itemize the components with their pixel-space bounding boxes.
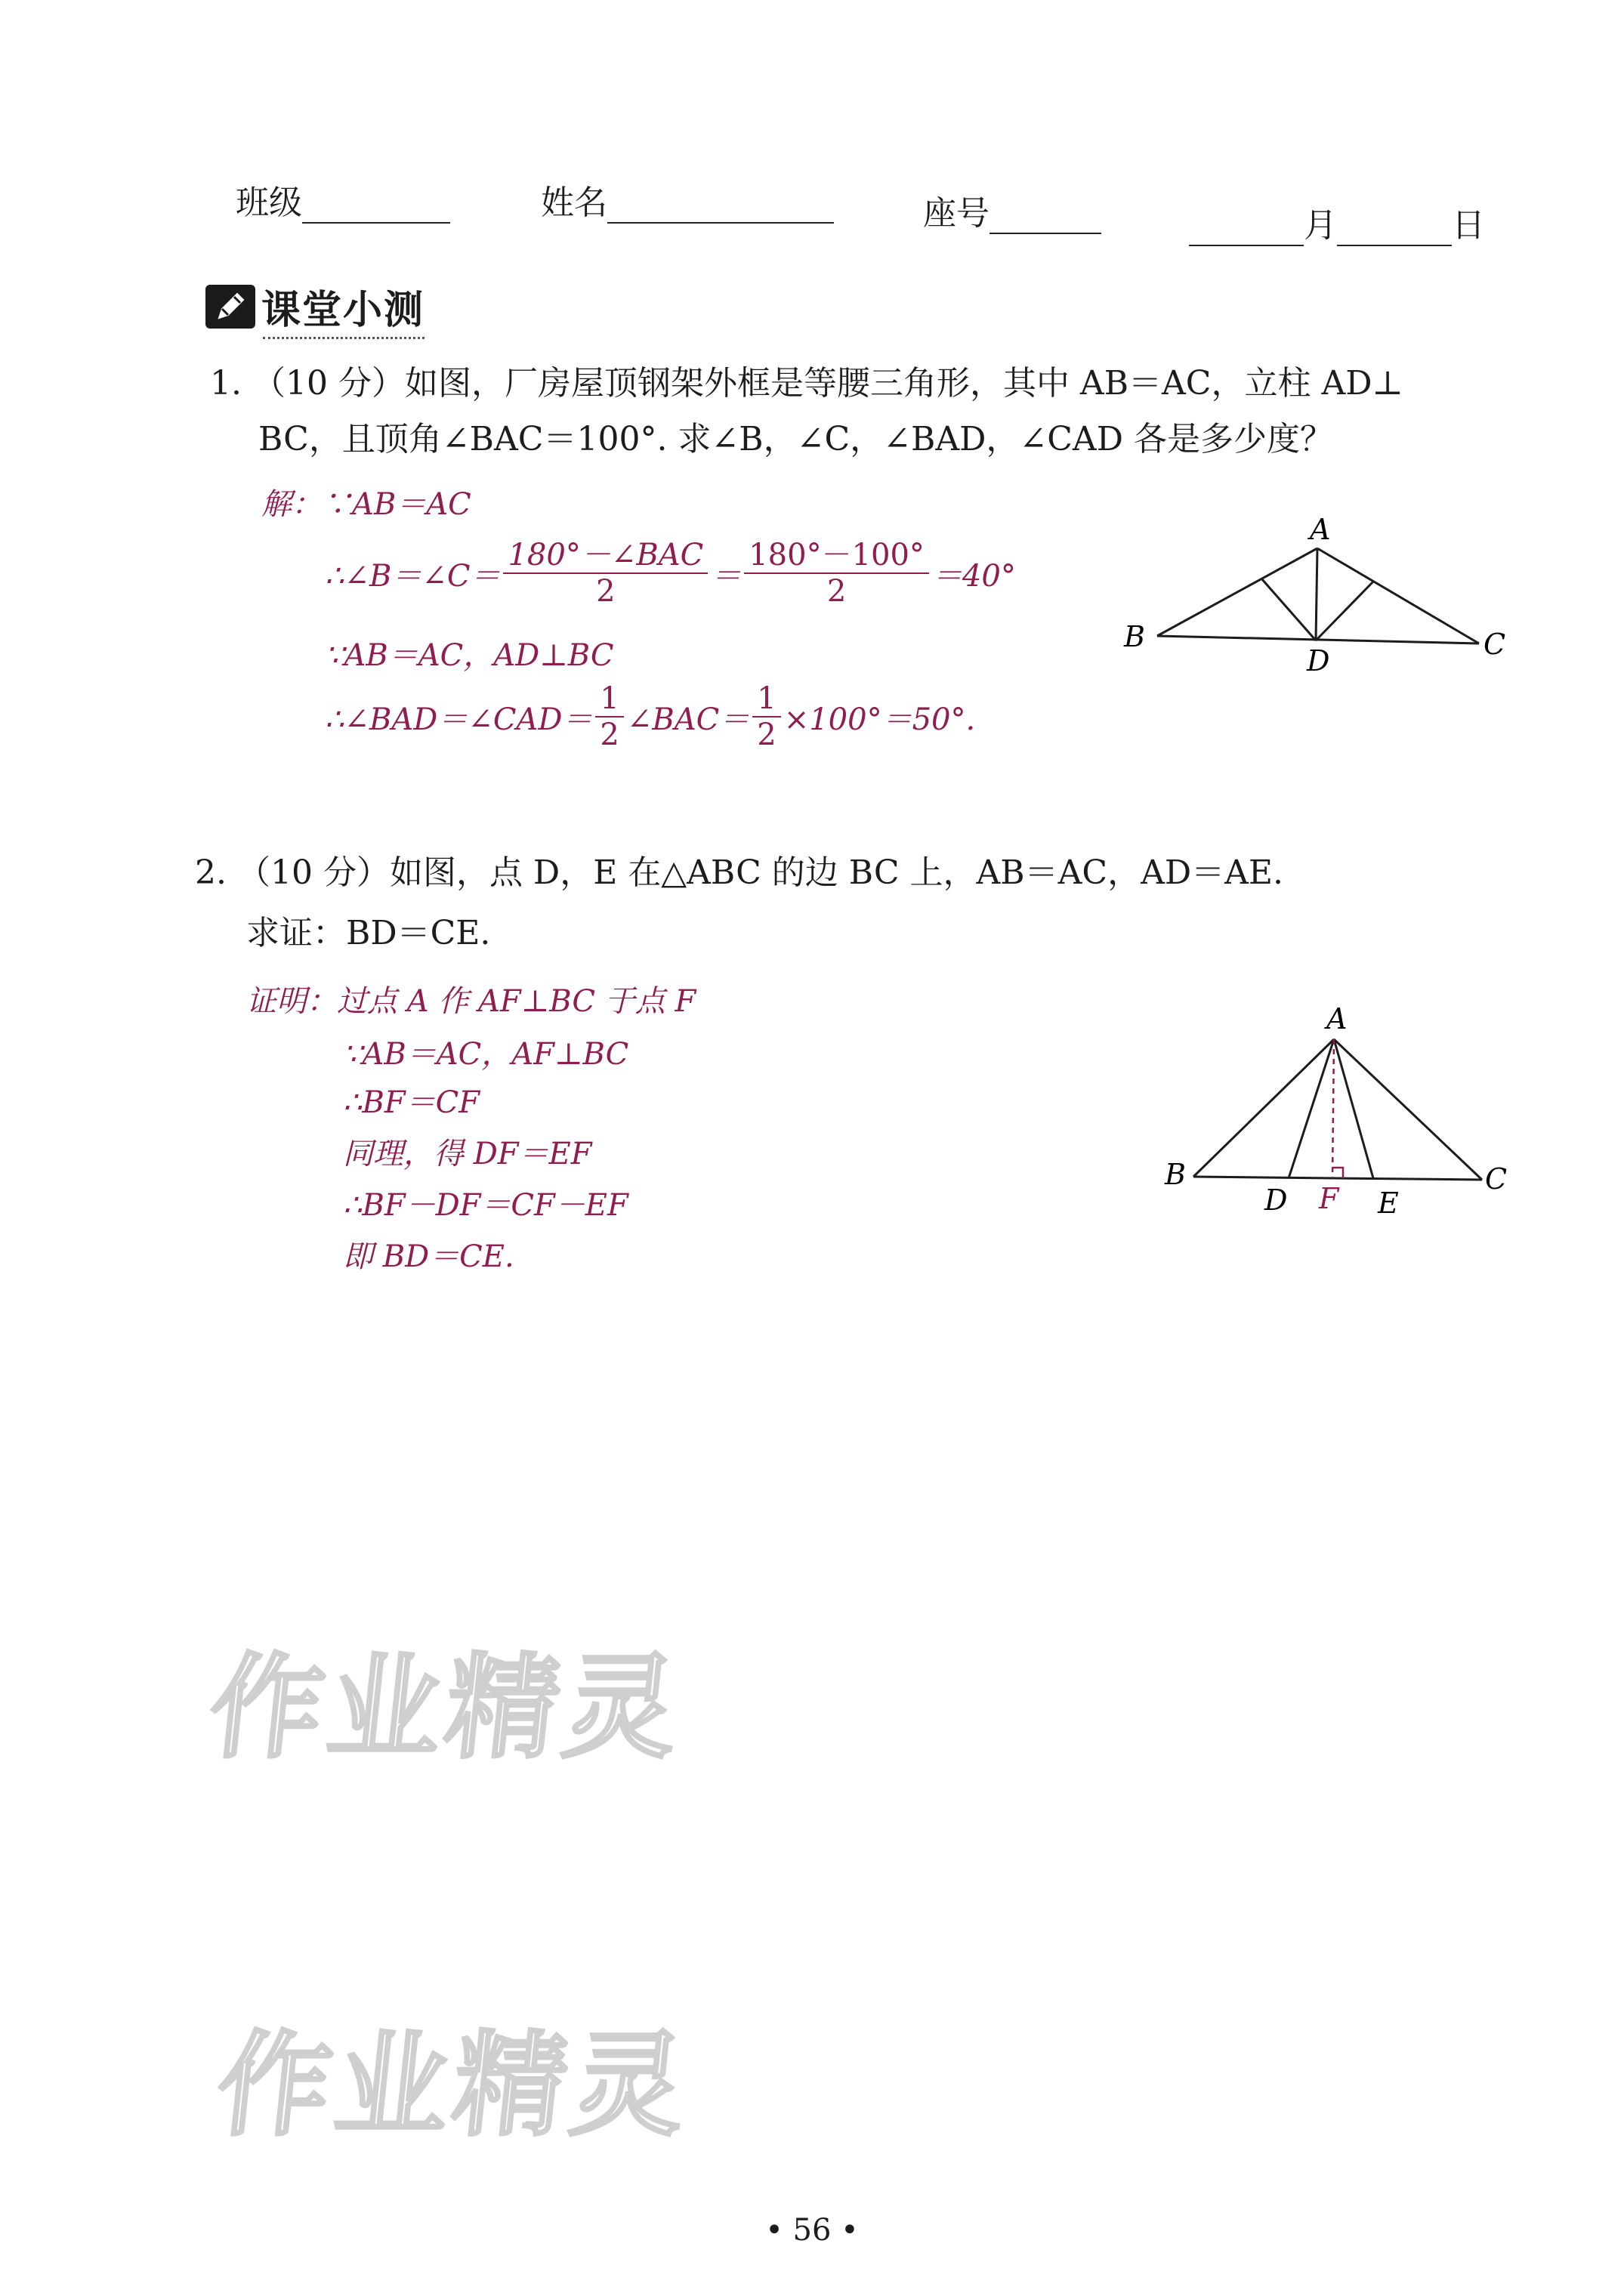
watermark-logo-2: 作业精灵: [211, 2020, 696, 2152]
q1-line1: 1. （10 分）如图，厂房屋顶钢架外框是等腰三角形，其中 AB＝AC，立柱 AD⊥: [210, 364, 1403, 403]
q1-fraction-b: $\frac{180^\circ-100^\circ}{2}$: [744, 538, 929, 609]
q1-fraction-a: $\frac{\text{180°－∠BAC}}{2}$: [503, 538, 708, 609]
q1-sol-step1: 解：∵AB＝AC: [261, 487, 471, 522]
month-blank[interactable]: [1189, 214, 1304, 246]
q2-line1: 2. （10 分）如图，点 D，E 在△ABC 的边 BC 上，AB＝AC，AD＝AE.: [195, 853, 1283, 892]
q1-line2: BC，且顶角∠BAC＝100°. 求∠B，∠C，∠BAD，∠CAD 各是多少度？: [258, 420, 1333, 458]
section-title-text: 课堂小测: [261, 288, 425, 333]
name-label: 姓名: [541, 184, 607, 222]
page-number: • 56 •: [765, 2213, 859, 2248]
q2-figure: [1148, 989, 1518, 1216]
name-field: [541, 175, 834, 224]
q2-label-e: E: [1378, 1187, 1399, 1216]
q2-label-c: C: [1485, 1162, 1508, 1196]
q1-sol-step4: ∴∠BAD＝∠CAD＝ $\frac{1}{2}$ ∠BAC＝ $\frac{1}{2}$ ×100°＝50°.: [325, 681, 976, 752]
q2-sol-step2: ∵AB＝AC，AF⊥BC: [343, 1037, 629, 1072]
q1-fraction-c: $\frac{1}{2}$: [595, 681, 623, 752]
q1-label-a: A: [1310, 513, 1331, 546]
q2-sol-step1: 证明：过点 A 作 AF⊥BC 于点 F: [246, 984, 696, 1019]
q2-sol-step6: 即 BD＝CE.: [343, 1239, 514, 1274]
class-blank[interactable]: [302, 192, 450, 224]
q1-figure: [1110, 506, 1518, 680]
q1-sol-step3: ∵AB＝AC，AD⊥BC: [325, 638, 614, 673]
q2-label-f: F: [1319, 1182, 1339, 1215]
q1-sol-step2: ∴∠B＝∠C＝ $\frac{\text{180°－∠BAC}}{2}$ ＝ $\frac{180^\circ-100^\circ}{2}$ ＝40°: [325, 538, 1016, 609]
seat-blank[interactable]: [990, 202, 1101, 234]
class-field: [236, 175, 450, 224]
q2-sol-step5: ∴BF－DF＝CF－EF: [343, 1188, 628, 1223]
seat-label: 座号: [923, 194, 990, 233]
q1-label-d: D: [1307, 644, 1330, 677]
q1-fraction-d: $\frac{1}{2}$: [752, 681, 780, 752]
watermark-logo-1: 作业精灵: [203, 1643, 689, 1774]
class-label: 班级: [236, 184, 302, 222]
q2-sol-step3: ∴BF＝CF: [343, 1085, 480, 1120]
name-blank[interactable]: [607, 192, 834, 224]
q2-label-a: A: [1326, 1002, 1348, 1035]
day-label: 日: [1452, 206, 1485, 245]
date-field: [1189, 198, 1485, 246]
q2-sol-step4: 同理，得 DF＝EF: [343, 1137, 592, 1171]
pencil-icon: [205, 285, 255, 329]
q2-line2: 求证：BD＝CE.: [246, 914, 491, 952]
q1-label-b: B: [1124, 620, 1145, 653]
q1-label-c: C: [1484, 628, 1506, 661]
section-title: [205, 278, 425, 335]
q2-label-d: D: [1264, 1183, 1288, 1216]
month-label: 月: [1304, 206, 1337, 245]
q2-label-b: B: [1165, 1158, 1186, 1191]
day-blank[interactable]: [1337, 214, 1452, 246]
seat-field: [923, 186, 1101, 234]
